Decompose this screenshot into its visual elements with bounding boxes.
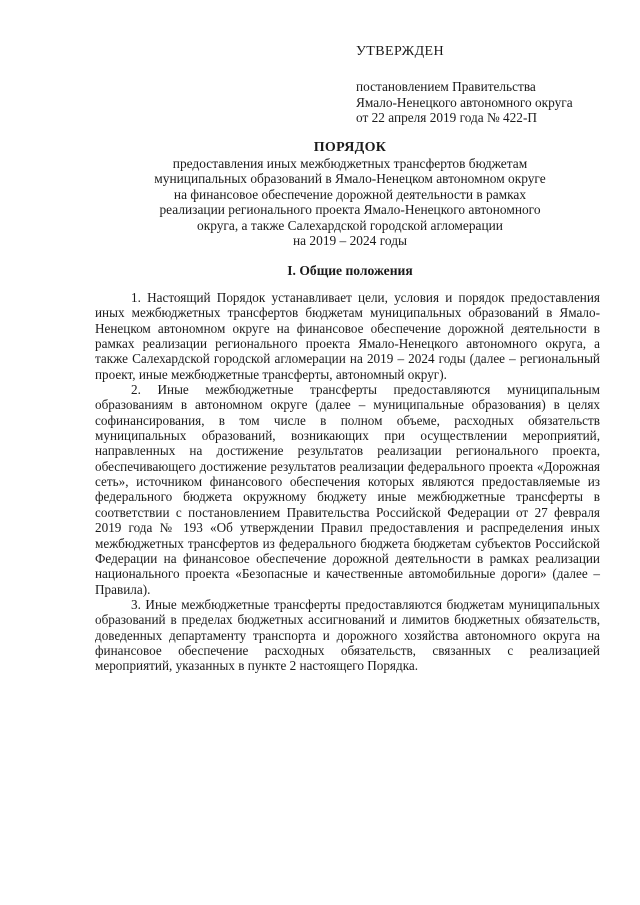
- subtitle-line: на 2019 – 2024 годы: [292, 233, 408, 249]
- subtitle-line: муниципальных образований в Ямало-Ненецком автономном округе: [154, 171, 546, 187]
- paragraph-3: 3. Иные межбюджетные трансферты предоставляются бюджетам муниципальных образований в пределах бюджетных ассигнований и лимитов бюджетных обязательств, доведенных департаменту транспорта и дорожного хозяйства автономного округа на финансовое обеспечение расходных обязательств, связанных с реализацией мероприятий, указанных в пункте 2 настоящего Порядка.: [95, 596, 600, 674]
- approval-line: постановлением Правительства: [356, 79, 536, 95]
- approval-line: Ямало-Ненецкого автономного округа: [356, 94, 573, 110]
- paragraph-1: 1. Настоящий Порядок устанавливает цели, условия и порядок предоставления иных межбюджетных трансфертов бюджетам муниципальных образований в Ямало-Ненецком автономном округе на финансовое обеспечение дорожной деятельности в рамках реализации регионального проекта Ямало-Ненецкого автономного округа, а также Салехардской городской агломерации на 2019 – 2024 годы (далее – региональный проект, иные межбюджетные трансферты, автономный округ).: [95, 290, 600, 382]
- section-heading: I. Общие положения: [287, 263, 413, 278]
- approval-heading: УТВЕРЖДЕН: [356, 44, 445, 59]
- approval-stamp: [356, 44, 626, 126]
- document-title: ПОРЯДОК: [313, 140, 387, 155]
- section-body: [95, 290, 600, 674]
- subtitle-line: предоставления иных межбюджетных трансфертов бюджетам: [172, 156, 528, 171]
- subtitle-line: реализации регионального проекта Ямало-Ненецкого автономного: [159, 202, 541, 218]
- subtitle-line: округа, а также Салехардской городской агломерации: [197, 217, 503, 233]
- subtitle-line: на финансовое обеспечение дорожной деятельности в рамках: [173, 186, 527, 202]
- title-block: [90, 139, 610, 248]
- paragraph-2: 2. Иные межбюджетные трансферты предоставляются муниципальным образованиям в автономном округе (далее – муниципальные образования) в целях софинансирования, в том числе в полном объеме, расходных обязательств муниципальных образований, возникающих при осуществлении мероприятий, направленных на достижение результатов реализации регионального проекта, обеспечивающего достижение результатов реализации федерального проекта «Дорожная сеть», источником финансового обеспечения которых являются предоставляемые из федерального бюджета окружному бюджету иные межбюджетные трансферты в соответствии с постановлением Правительства Российской Федерации от 27 февраля 2019 года № 193 «Об утверждении Правил предоставления и распределения иных межбюджетных трансфертов из федерального бюджета бюджетам субъектов Российской Федерации на финансовое обеспечение дорожной деятельности в рамках реализации национального проекта «Безопасные и качественные автомобильные дороги» (далее – Правила).: [95, 382, 600, 597]
- approval-line: от 22 апреля 2019 года № 422-П: [356, 110, 537, 126]
